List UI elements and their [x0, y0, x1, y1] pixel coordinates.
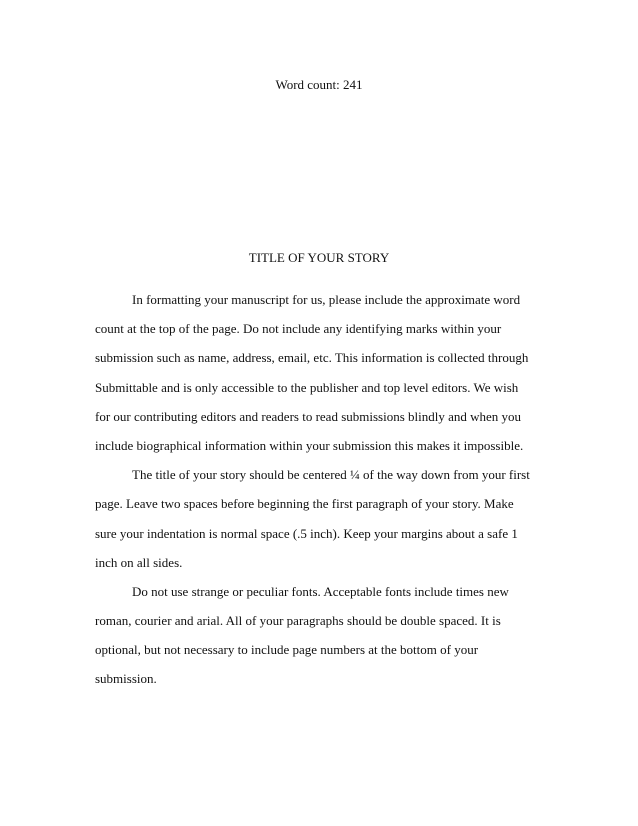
paragraph-1-line: count at the top of the page. Do not include any identifying marks within your	[95, 321, 502, 337]
paragraph-2-line: inch on all sides.	[95, 554, 183, 570]
paragraph-1-line: for our contributing editors and readers to read submissions blindly and when you	[95, 408, 522, 424]
paragraph-2-line: The title of your story should be centered ¼ of the way down from your first	[132, 467, 530, 483]
story-body	[95, 290, 555, 699]
paragraph-1-line: submission such as name, address, email, etc. This information is collected through	[95, 350, 529, 366]
paragraph-3-line: optional, but not necessary to include page numbers at the bottom of your	[95, 642, 479, 658]
paragraph-3-line: submission.	[95, 671, 157, 687]
paragraph-3-line: roman, courier and arial. All of your paragraphs should be double spaced. It is	[95, 613, 501, 629]
paragraph-1-line: include biographical information within your submission this makes it impossible.	[95, 437, 524, 453]
paragraph-1-line: Submittable and is only accessible to the publisher and top level editors. We wish	[95, 379, 519, 395]
word-count: Word count: 241	[275, 77, 363, 92]
paragraph-2-line: page. Leave two spaces before beginning the first paragraph of your story. Make	[95, 496, 514, 512]
paragraph-2-line: sure your indentation is normal space (.5 inch). Keep your margins about a safe 1	[95, 525, 518, 541]
paragraph-1-line: In formatting your manuscript for us, please include the approximate word	[132, 292, 521, 307]
story-title: TITLE OF YOUR STORY	[248, 250, 390, 265]
paragraph-3-line: Do not use strange or peculiar fonts. Acceptable fonts include times new	[132, 583, 509, 599]
